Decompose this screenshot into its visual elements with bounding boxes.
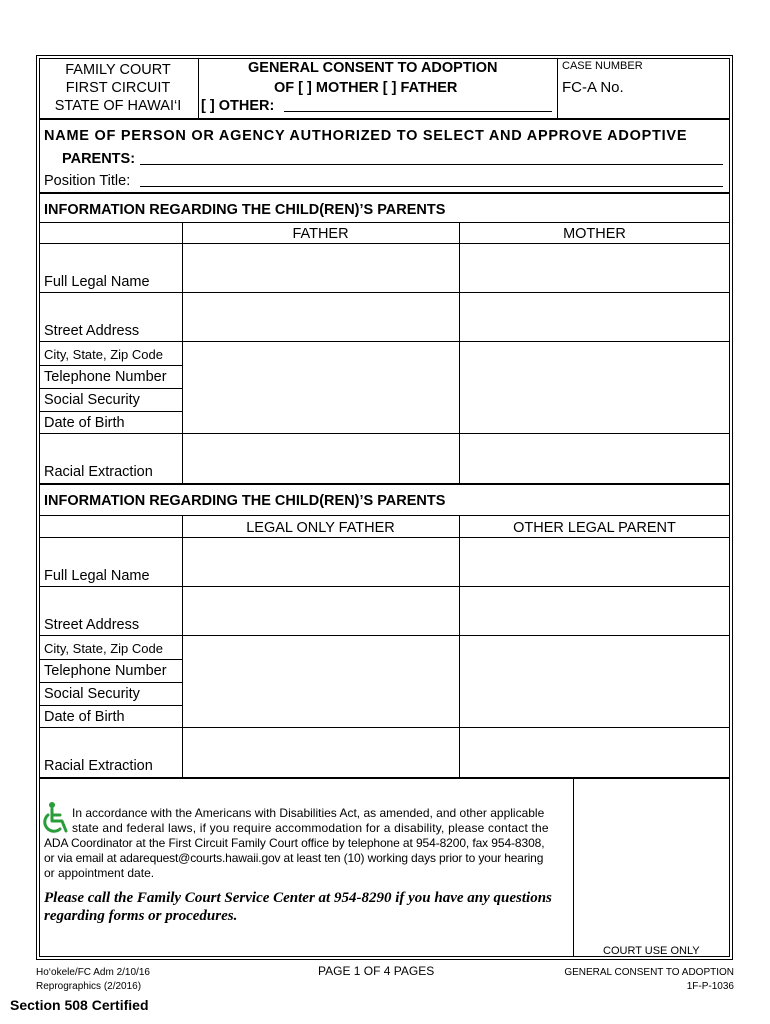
section1-heading: INFORMATION REGARDING THE CHILD(REN)’S PARENTS — [44, 202, 446, 218]
section2-label-rule6 — [39, 727, 182, 728]
section2-street-address-label: Street Address — [44, 617, 140, 633]
court-use-divider — [573, 777, 574, 957]
ada-notice-line1: In accordance with the Americans with Disabilities Act, as amended, and other applicable — [72, 806, 545, 820]
consent-of-other-checkbox[interactable]: [ ] OTHER: — [201, 98, 275, 114]
section1-social-security-label: Social Security — [44, 392, 140, 408]
section1-col-divider1 — [182, 222, 183, 483]
section1-bottom-rule — [39, 483, 730, 485]
section2-heading-rule — [39, 515, 730, 516]
section1-label-rule6 — [39, 433, 182, 434]
authorized-bottom-rule — [39, 192, 730, 194]
section1-telephone-label: Telephone Number — [44, 369, 167, 385]
section2-bottom-rule — [39, 777, 730, 779]
parents-input-line[interactable] — [140, 164, 723, 165]
section2-racial-extraction-label: Racial Extraction — [44, 758, 153, 774]
header-divider-right — [557, 58, 558, 118]
form-title: GENERAL CONSENT TO ADOPTION — [248, 60, 498, 76]
wheelchair-icon — [40, 801, 72, 835]
section2-colhdr-rule — [39, 537, 730, 538]
section2-name-cell-rule — [182, 586, 730, 587]
header-bottom-rule — [39, 118, 730, 120]
case-number-field[interactable]: FC-A No. — [562, 79, 624, 96]
section1-label-rule3 — [39, 365, 182, 366]
section2-col-divider1 — [182, 515, 183, 777]
section2-label-rule1 — [39, 586, 182, 587]
section1-label-rule2 — [39, 341, 182, 342]
section1-label-rule5 — [39, 411, 182, 412]
position-title-label: Position Title: — [44, 173, 131, 189]
parents-label: PARENTS: — [62, 151, 136, 167]
ada-notice-line2: state and federal laws, if you require accommodation for a disability, please contact the — [72, 821, 549, 835]
section2-legal-only-father-header: LEGAL ONLY FATHER — [246, 520, 395, 536]
section1-heading-rule — [39, 222, 730, 223]
ada-notice-line5: or appointment date. — [44, 866, 155, 880]
section1-street-cell-rule — [182, 341, 730, 342]
section2-telephone-label: Telephone Number — [44, 663, 167, 679]
section2-street-cell-rule — [182, 635, 730, 636]
section2-heading: INFORMATION REGARDING THE CHILD(REN)’S PARENTS — [44, 493, 446, 509]
section1-col-divider2 — [459, 222, 460, 483]
section1-racial-extraction-label: Racial Extraction — [44, 464, 153, 480]
footer-form-number: 1F-P-1036 — [686, 981, 734, 992]
ada-notice-line4: or via email at adarequest@courts.hawaii.gov at least ten (10) working days prior to your hearing — [44, 851, 544, 865]
section2-city-state-zip-label: City, State, Zip Code — [44, 641, 163, 656]
section1-label-rule4 — [39, 388, 182, 389]
section2-label-rule2 — [39, 635, 182, 636]
section1-date-of-birth-label: Date of Birth — [44, 415, 125, 431]
section2-label-rule5 — [39, 705, 182, 706]
section2-other-legal-parent-header: OTHER LEGAL PARENT — [513, 520, 676, 536]
section1-mother-header: MOTHER — [563, 226, 626, 242]
section1-dob-cell-rule — [182, 433, 730, 434]
authorized-heading: NAME OF PERSON OR AGENCY AUTHORIZED TO SELECT AND APPROVE ADOPTIVE — [44, 128, 688, 144]
section2-full-legal-name-label: Full Legal Name — [44, 568, 150, 584]
page-count: PAGE 1 OF 4 PAGES — [318, 964, 435, 978]
footer-form-title: GENERAL CONSENT TO ADOPTION — [564, 967, 734, 978]
other-input-line[interactable] — [284, 111, 552, 112]
position-title-input-line[interactable] — [140, 186, 723, 187]
service-center-line1: Please call the Family Court Service Center at 954-8290 if you have any questions — [44, 890, 552, 906]
section1-father-header: FATHER — [292, 226, 349, 242]
case-number-label: CASE NUMBER — [562, 60, 643, 72]
section2-date-of-birth-label: Date of Birth — [44, 709, 125, 725]
section2-label-rule3 — [39, 659, 182, 660]
header-divider-left — [198, 58, 199, 118]
section-508-certified: Section 508 Certified — [10, 997, 149, 1013]
court-name-line3: STATE OF HAWAI‘I — [54, 98, 182, 114]
section2-col-divider2 — [459, 515, 460, 777]
consent-of-mother-father-checkboxes[interactable]: OF [ ] MOTHER [ ] FATHER — [274, 80, 458, 96]
section1-colhdr-rule — [39, 243, 730, 244]
court-use-only-label: COURT USE ONLY — [603, 945, 700, 957]
section1-full-legal-name-label: Full Legal Name — [44, 274, 150, 290]
section1-street-address-label: Street Address — [44, 323, 140, 339]
section1-name-cell-rule — [182, 292, 730, 293]
section1-city-state-zip-label: City, State, Zip Code — [44, 347, 163, 362]
section2-label-rule4 — [39, 682, 182, 683]
ada-notice-line3: ADA Coordinator at the First Circuit Family Court office by telephone at 954-8200, fax 954-8308, — [44, 836, 545, 850]
footer-reprographics: Reprographics (2/2016) — [36, 981, 142, 992]
footer-revision: Ho‘okele/FC Adm 2/10/16 — [36, 967, 150, 978]
service-center-line2: regarding forms or procedures. — [44, 908, 238, 924]
section2-social-security-label: Social Security — [44, 686, 140, 702]
section2-dob-cell-rule — [182, 727, 730, 728]
court-name-line1: FAMILY COURT — [65, 62, 171, 78]
court-name-line2: FIRST CIRCUIT — [65, 80, 171, 96]
section1-label-rule1 — [39, 292, 182, 293]
